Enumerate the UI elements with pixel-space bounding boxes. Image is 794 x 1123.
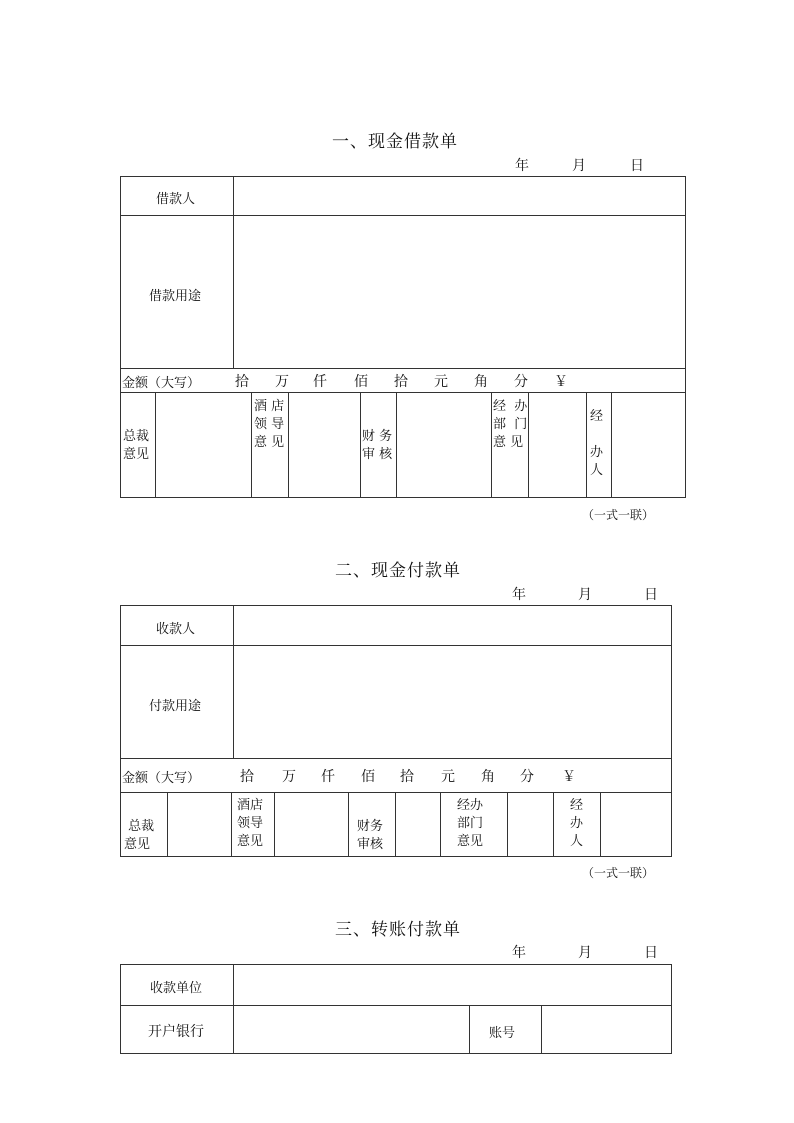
form1-col-divider <box>611 392 612 498</box>
form2-row-divider <box>120 758 672 759</box>
form2-purpose-field[interactable] <box>235 647 670 757</box>
form2-col-divider <box>507 792 508 857</box>
form2-row-divider <box>120 792 672 793</box>
form1-amount-unit: 拾 <box>235 374 249 390</box>
form2-handler-label: 经 办 人 <box>570 798 584 849</box>
form1-date-day: 日 <box>630 158 644 174</box>
form2-amount-unit: 分 <box>520 769 534 785</box>
form2-title: 二、现金付款单 <box>335 561 461 581</box>
form1-borrower-field[interactable] <box>235 178 684 214</box>
form1-col-divider <box>491 392 492 498</box>
form1-title: 一、现金借款单 <box>332 132 458 152</box>
form1-finance-review-label: 财 务 审 核 <box>362 429 393 462</box>
form1-amount-label: 金额（大写） <box>122 376 201 391</box>
form2-col-divider <box>600 792 601 857</box>
form2-col-divider <box>553 792 554 857</box>
form3-bank-field[interactable] <box>235 1007 468 1053</box>
form1-col-divider <box>360 392 361 498</box>
form1-amount-unit: 仟 <box>313 374 327 390</box>
form2-payee-label: 收款人 <box>156 622 196 637</box>
form1-col-divider <box>233 176 234 368</box>
form1-col-divider <box>155 392 156 498</box>
form1-row-divider <box>120 215 686 216</box>
form1-purpose-label: 借款用途 <box>149 289 202 304</box>
form1-col-divider <box>251 392 252 498</box>
form1-amount-unit: 佰 <box>354 374 368 390</box>
form2-amount-unit: 元 <box>441 769 455 785</box>
form3-col-divider <box>469 1005 470 1054</box>
form3-col-divider <box>233 964 234 1054</box>
form1-amount-unit: 角 <box>474 374 488 390</box>
form1-row-divider <box>120 368 686 369</box>
form1-date-month: 月 <box>572 158 586 174</box>
form2-hotel-leader-label: 酒店 领导 意见 <box>237 798 264 849</box>
form3-payee-unit-label: 收款单位 <box>150 981 203 996</box>
form3-title: 三、转账付款单 <box>335 920 461 940</box>
form2-date-year: 年 <box>512 587 526 603</box>
form1-borrower-label: 借款人 <box>156 192 196 207</box>
form2-dept-opinion-label: 经办 部门 意见 <box>457 798 484 849</box>
form3-date-month: 月 <box>578 945 592 961</box>
form1-hotel-leader-label: 酒 店 领 导 意 见 <box>254 399 285 450</box>
form3-col-divider <box>541 1005 542 1054</box>
form2-col-divider <box>167 792 168 857</box>
form1-gm-opinion-label: 总裁 意见 <box>123 429 150 462</box>
form2-amount-label: 金额（大写） <box>122 771 201 786</box>
form1-amount-unit: 拾 <box>394 374 408 390</box>
form1-amount-unit: 万 <box>275 374 289 390</box>
form2-date-month: 月 <box>578 587 592 603</box>
form2-copy-note: （一式一联） <box>582 866 655 880</box>
form2-date-day: 日 <box>644 587 658 603</box>
form3-date-day: 日 <box>644 945 658 961</box>
form1-handler-label: 经 办 人 <box>590 409 604 478</box>
form2-col-divider <box>233 605 234 758</box>
form3-account-label: 账号 <box>489 1026 516 1041</box>
form3-row-divider <box>120 1005 672 1006</box>
form2-amount-unit: 拾 <box>400 769 414 785</box>
form1-col-divider <box>396 392 397 498</box>
form2-col-divider <box>348 792 349 857</box>
form2-amount-unit: 佰 <box>361 769 375 785</box>
form2-amount-unit: 拾 <box>240 769 254 785</box>
form2-amount-unit: ￥ <box>562 769 576 785</box>
form2-finance-review-label: 财务 审核 <box>357 819 384 852</box>
form2-col-divider <box>231 792 232 857</box>
form1-col-divider <box>586 392 587 498</box>
form1-purpose-field[interactable] <box>235 217 684 367</box>
form1-copy-note: （一式一联） <box>582 508 655 522</box>
form1-amount-unit: 元 <box>434 374 448 390</box>
form1-col-divider <box>288 392 289 498</box>
form3-bank-label: 开户银行 <box>148 1024 204 1040</box>
form1-amount-unit: ￥ <box>554 374 568 390</box>
form2-amount-unit: 仟 <box>321 769 335 785</box>
form3-account-field[interactable] <box>543 1007 670 1053</box>
form1-col-divider <box>528 392 529 498</box>
form1-row-divider <box>120 392 686 393</box>
form2-col-divider <box>440 792 441 857</box>
form2-purpose-label: 付款用途 <box>149 699 202 714</box>
form2-amount-unit: 万 <box>282 769 296 785</box>
form2-col-divider <box>274 792 275 857</box>
form3-date-year: 年 <box>512 945 526 961</box>
form1-date-year: 年 <box>515 158 529 174</box>
form1-amount-unit: 分 <box>514 374 528 390</box>
form2-amount-unit: 角 <box>481 769 495 785</box>
form2-col-divider <box>395 792 396 857</box>
form2-row-divider <box>120 645 672 646</box>
form1-dept-opinion-label: 经 办 部 门 意 见 <box>493 399 528 450</box>
form3-payee-unit-field[interactable] <box>235 966 670 1004</box>
form2-gm-opinion-label: 总裁 意见 <box>124 819 155 852</box>
form2-payee-field[interactable] <box>235 607 670 644</box>
